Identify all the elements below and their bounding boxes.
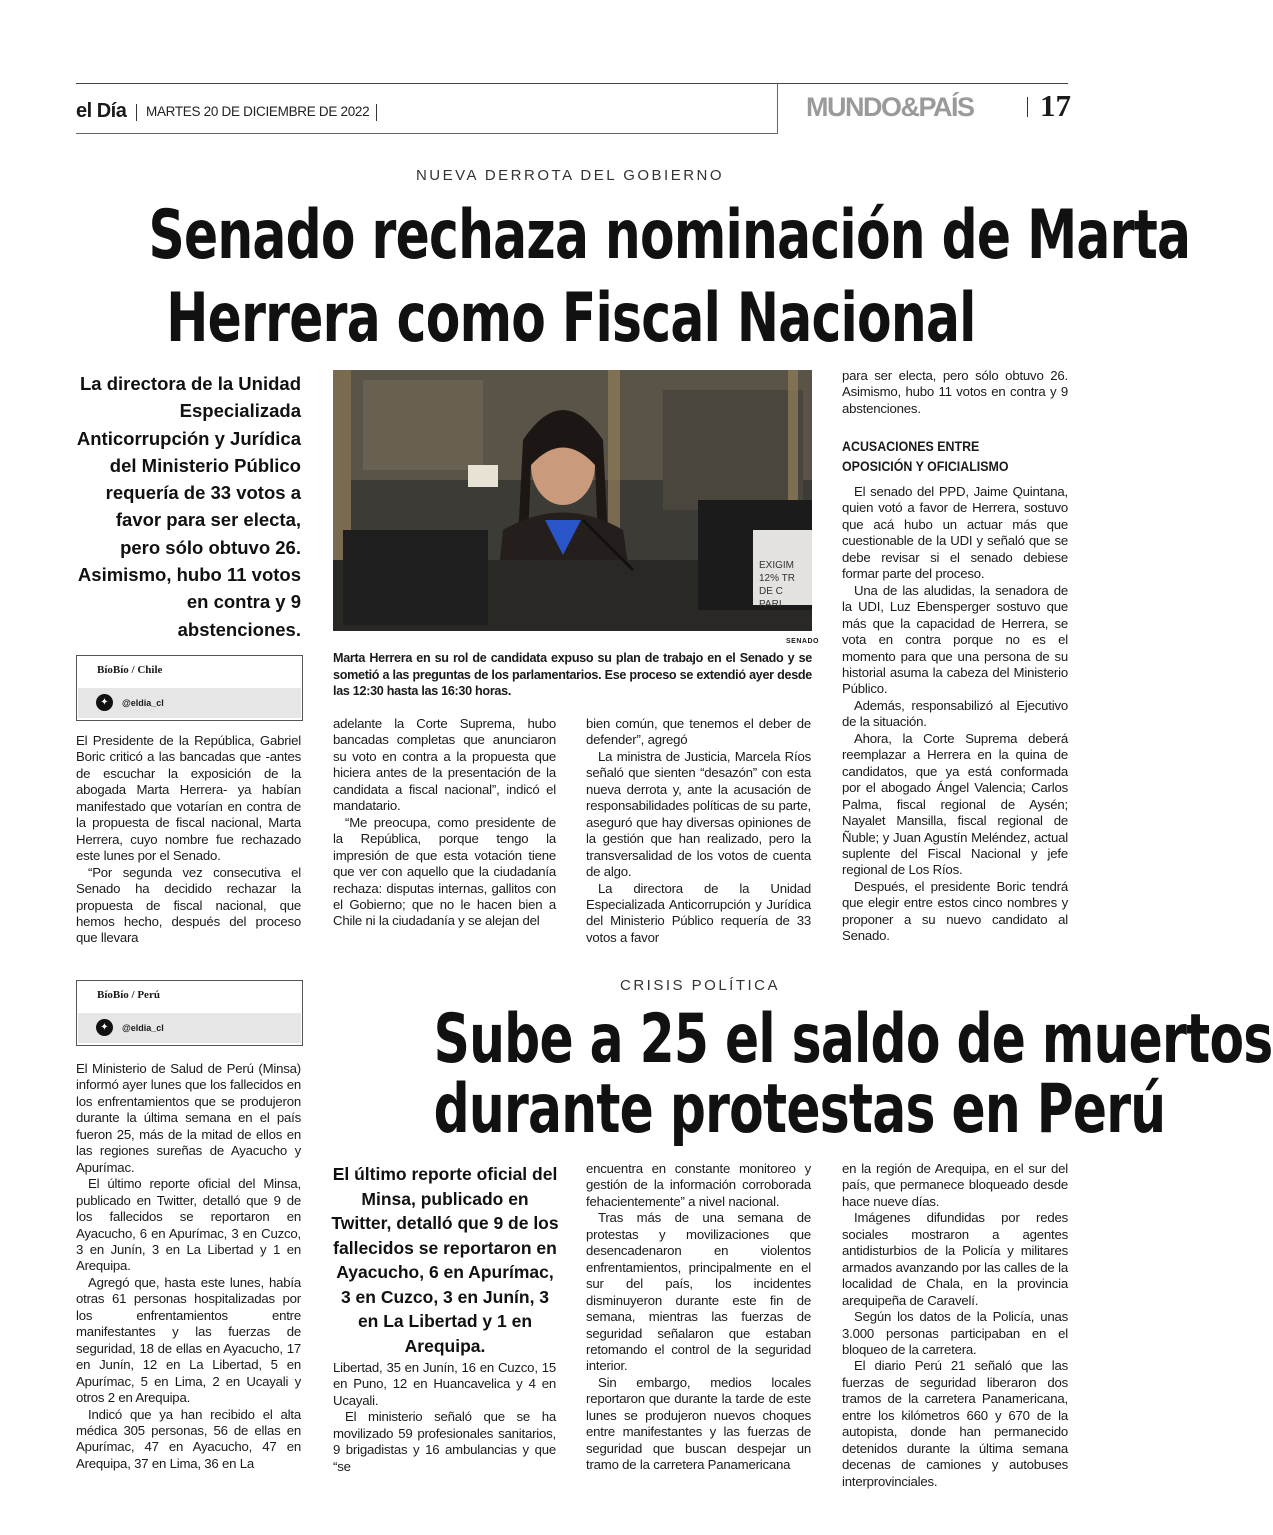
header-pipe: [136, 104, 137, 121]
paragraph: Una de las aludidas, la senadora de la UDI, Luz Ebensperger sostuvo que más que la capacidad de Herrera, se vota en contra porque no es el momento para que una persona de su historial asuma la cabeza del Ministerio Público.: [842, 582, 1068, 697]
paragraph: El último reporte oficial del Minsa, publicado en Twitter, detalló que 9 de los fallecidos se reportaron en Ayacucho, 6 en Apurímac, 3 en Cuzco, 3 en Junín, 3 en La Libertad y 1 en Arequipa.: [76, 1176, 301, 1274]
paragraph: El diario Perú 21 señaló que las fuerzas de seguridad liberaron dos tramos de la carretera Panamericana, entre los kilómetros 660 y 670 de la autopista, donde han permanecido detenidos durante la última semana decenas de camiones y autobuses interprovinciales.: [842, 1358, 1068, 1489]
issue-date: MARTES 20 DE DICIEMBRE DE 2022: [146, 104, 370, 119]
header-divider: [777, 83, 778, 134]
social-label: BíoBío / Chile: [97, 664, 163, 676]
paragraph: Imágenes difundidas por redes sociales mostraron a agentes antidisturbios de la Policía y militares armados avanzando por las calles de la localidad de Chala, en la provincia arequipeña de Caravelí.: [842, 1210, 1068, 1308]
paragraph: Además, responsabilizó al Ejecutivo de la situación.: [842, 697, 1068, 730]
article2-column-3: [586, 1161, 811, 1474]
photo-caption: Marta Herrera en su rol de candidata expuso su plan de trabajo en el Senado y se sometió a las preguntas de los parlamentarios. Ese proceso se extendió ayer desde las 12:30 hasta las 16:30 horas.: [333, 651, 812, 699]
paragraph: para ser electa, pero sólo obtuvo 26. Asimismo, hubo 11 votos en contra y 9 abstenciones.: [842, 368, 1068, 416]
article1-column-1: [76, 733, 301, 947]
photo-sign-text: EXIGIM: [759, 560, 795, 571]
article1-headline: [148, 194, 1191, 360]
paragraph: bien común, que tenemos el deber de defender”, agregó: [586, 716, 811, 748]
twitter-icon: ✦: [96, 1019, 113, 1036]
photo-senate-illustration: [333, 370, 812, 631]
photo-credit: SENADO: [786, 638, 819, 645]
paragraph: La directora de la Unidad Especializada Anticorrupción y Jurídica del Ministerio Público requería de 33 votos a favor: [586, 880, 811, 945]
paragraph: El Ministerio de Salud de Perú (Minsa) informó ayer lunes que los fallecidos en los enfrentamientos que se produjeron durante la última semana en el país fueron 25, más de la mitad de ellos en las regiones sureñas de Ayacucho y Apurímac.: [76, 1061, 301, 1175]
header-bottom-rule: [76, 133, 778, 134]
paragraph: La ministra de Justicia, Marcela Ríos señaló que sienten “desazón” con esta nueva derrota y, ante la acusación de responsabilidades políticas de su parte, aseguró que hay diversas opiniones de la gestión que han realizado, pero la transversalidad de los votos de cuenta de algo.: [586, 748, 811, 880]
article1-social-box: [76, 655, 303, 721]
photo-sign-text: 12% TR: [759, 573, 795, 584]
article2-column-2: [333, 1360, 556, 1475]
article1-column-4: [842, 484, 1068, 945]
paragraph: encuentra en constante monitoreo y gestión de la información corroborada fehacientemente” a nivel nacional.: [586, 1161, 811, 1209]
article1-headline-line2: Herrera como Fiscal Nacional: [166, 279, 976, 358]
article2-deck: El último reporte oficial del Minsa, publicado en Twitter, detalló que 9 de los fallecidos se reportaron en Ayacucho, 6 en Apurímac, 3 en Cuzco, 3 en Junín, 3 en La Libertad y 1 en Arequipa.: [331, 1164, 559, 1356]
subhead-line: OPOSICIÓN Y OFICIALISMO: [842, 459, 1009, 474]
paragraph: adelante la Corte Suprema, hubo bancadas completas que anunciaron su voto en contra a la propuesta que hiciera antes de la presentación de la candidata a fiscal nacional”, indicó el mandatario.: [333, 716, 556, 814]
article2-column-4: [842, 1161, 1068, 1490]
article1-column-4-intro: [842, 368, 1068, 417]
article2-headline: [433, 1000, 1273, 1149]
social-handle: @eldia_cl: [122, 698, 164, 708]
article2-headline-line2: durante protestas en Perú: [433, 1070, 1166, 1149]
article1-column-3: [586, 716, 811, 946]
article1-kicker: NUEVA DERROTA DEL GOBIERNO: [415, 167, 725, 184]
header-pipe: [1027, 97, 1028, 117]
social-label: BíoBío / Perú: [97, 989, 160, 1001]
article2-social-box: [76, 980, 303, 1046]
social-handle: @eldia_cl: [122, 1023, 164, 1033]
paragraph: El senado del PPD, Jaime Quintana, quien votó a favor de Herrera, sostuvo que acá hubo un actuar más que cuestionable de la UDI y señaló que se debe revisar si el senado debiese formar parte del proceso.: [842, 484, 1068, 582]
subhead-line: ACUSACIONES ENTRE: [842, 439, 980, 454]
article1-subhead: [842, 437, 1009, 477]
article2-kicker: CRISIS POLÍTICA: [619, 977, 781, 994]
article1-headline-line1: Senado rechaza nominación de Marta: [148, 196, 1191, 275]
paragraph: Libertad, 35 en Junín, 16 en Cuzco, 15 en Puno, 12 en Huancavelica y 4 en Ucayali.: [333, 1360, 556, 1408]
paragraph: Ahora, la Corte Suprema deberá reemplazar a Herrera en la quina de candidatos, que ya está conformada por el abogado Ángel Valencia; Carlos Palma, fiscal regional de Aysén; Nayalet Mansilla, fiscal regional de Ñuble; y Juan Agustín Meléndez, actual suplente del Fiscal Nacional y jefe regional de Los Ríos.: [842, 730, 1068, 878]
article1-photo: [333, 370, 812, 631]
article2-column-1: [76, 1061, 301, 1472]
paragraph: Según los datos de la Policía, unas 3.000 personas participaban en el bloqueo de la carretera.: [842, 1309, 1068, 1357]
article2-headline-line1: Sube a 25 el saldo de muertos: [433, 1000, 1273, 1079]
article1-column-2: [333, 716, 556, 930]
paragraph: El ministerio señaló que se ha movilizado 59 profesionales sanitarios, 9 brigadistas y 16 ambulancias y que “se: [333, 1409, 556, 1474]
twitter-icon: ✦: [96, 694, 113, 711]
paragraph: El Presidente de la República, Gabriel Boric criticó a las bancadas que -antes de escuchar la exposición de la abogada Marta Herrera- ya habían manifestado que votarían en contra de la propuesta de fiscal nacional, Marta Herrera, cuyo nombre fue rechazado este lunes por el Senado.: [76, 733, 301, 864]
newspaper-brand: el Día: [76, 100, 127, 122]
paragraph: Tras más de una semana de protestas y movilizaciones que desencadenaron en violentos enfrentamientos, principalmente en el sur del país, los incidentes disminuyeron durante este fin de semana, mientras las fuerzas de seguridad señalaron que estaban retomando el control de la seguridad interior.: [586, 1210, 811, 1374]
paragraph: Después, el presidente Boric tendrá que elegir entre estos cinco nombres y proponer a su nuevo candidato al Senado.: [842, 878, 1068, 944]
section-name: MUNDO&PAÍS: [806, 92, 974, 122]
paragraph: Sin embargo, medios locales reportaron que durante la tarde de este lunes se produjeron nuevos choques entre manifestantes y las fuerzas de seguridad que buscan despejar un tramo de la carretera Panamericana: [586, 1374, 811, 1473]
header-pipe: [376, 104, 377, 121]
paragraph: Indicó que ya han recibido el alta médica 305 personas, 56 de ellas en Apurímac, 47 en Ayacucho, 47 en Arequipa, 37 en Lima, 36 en La: [76, 1406, 301, 1471]
header-top-rule: [76, 83, 1068, 84]
article1-deck: La directora de la Unidad Especializada Anticorrupción y Jurídica del Ministerio Público requería de 33 votos a favor para ser electa, pero sólo obtuvo 26. Asimismo, hubo 11 votos en contra y 9 abstenciones.: [76, 373, 301, 640]
photo-sign-text: PARI: [759, 599, 782, 610]
paragraph: en la región de Arequipa, en el sur del país, que permanece bloqueado desde hace nueve días.: [842, 1161, 1068, 1209]
paragraph: “Por segunda vez consecutiva el Senado ha decidido rechazar la propuesta de fiscal nacional, que hemos hecho, después del proceso que llevara: [76, 864, 301, 946]
paragraph: “Me preocupa, como presidente de la República, porque tengo la impresión de que esta votación tiene que ver con aquello que la ciudadanía rechaza: disputas internas, gallitos con el Gobierno; que no le hacen bien a Chile ni la ciudadanía y se alejan del: [333, 814, 556, 929]
page-number: 17: [1040, 88, 1071, 123]
photo-sign-text: DE C: [759, 586, 783, 597]
paragraph: Agregó que, hasta este lunes, había otras 61 personas hospitalizadas por los enfrentamientos entre manifestantes y las fuerzas de seguridad, 18 de ellas en Ayacucho, 17 en Junín, 12 en La Libertad, 5 en Apurímac, 5 en Lima, 2 en Ucayali y otros 2 en Arequipa.: [76, 1274, 301, 1406]
